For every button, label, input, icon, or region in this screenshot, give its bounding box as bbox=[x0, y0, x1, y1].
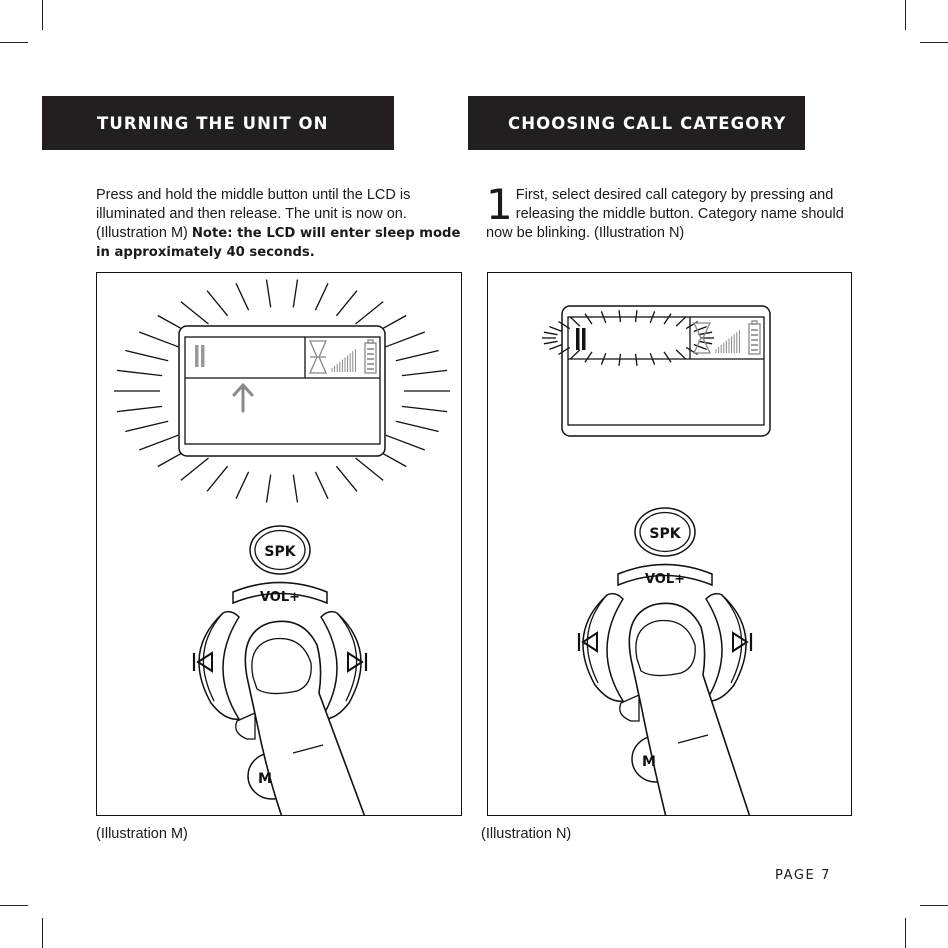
sleep-mode-note: Note: the LCD will enter sleep mode in approximately 40 seconds. bbox=[96, 226, 461, 260]
crop-mark-bottom-right-vertical bbox=[905, 918, 906, 948]
light-ray bbox=[117, 406, 162, 411]
fingernail bbox=[252, 639, 311, 694]
blink-ray bbox=[544, 332, 558, 335]
light-ray bbox=[356, 302, 384, 324]
blink-ray bbox=[549, 345, 562, 350]
light-ray bbox=[315, 472, 328, 499]
skip-back-button bbox=[583, 594, 623, 702]
speaker-button-label: SPK bbox=[264, 544, 296, 560]
section-heading-turning-on bbox=[42, 96, 394, 150]
crop-mark-top-right-vertical bbox=[905, 0, 906, 30]
crop-mark-bottom-left-vertical bbox=[42, 918, 43, 948]
light-ray bbox=[315, 283, 328, 310]
step-number: 1 bbox=[486, 180, 513, 229]
light-ray bbox=[402, 406, 447, 411]
light-ray bbox=[396, 421, 439, 431]
light-ray bbox=[236, 472, 249, 499]
light-ray bbox=[139, 332, 178, 347]
light-ray bbox=[181, 302, 209, 324]
volume-up-button-label: VOL+ bbox=[644, 572, 686, 587]
illustration-m-drawing bbox=[97, 273, 462, 816]
crop-mark-top-left-vertical bbox=[42, 0, 43, 30]
step-text: First, select desired call category by pressing and releasing the middle button. Category name should now be blinking. (Illustration N) bbox=[486, 187, 844, 241]
light-ray bbox=[125, 351, 168, 361]
light-ray bbox=[181, 458, 209, 480]
light-ray bbox=[386, 435, 425, 450]
light-ray bbox=[236, 283, 249, 310]
light-ray bbox=[293, 475, 297, 503]
illustration-m-caption: (Illustration M) bbox=[96, 826, 188, 842]
crop-mark-top-left-horizontal bbox=[0, 42, 28, 43]
light-ray bbox=[386, 332, 425, 347]
crop-mark-bottom-right-horizontal bbox=[920, 905, 948, 906]
category-indicator-icon bbox=[195, 345, 199, 367]
call-category-instructions bbox=[486, 180, 858, 243]
light-ray bbox=[139, 435, 178, 450]
section-heading-text: CHOOSING CALL CATEGORY bbox=[508, 113, 787, 133]
instruction-text: Press and hold the middle button until the LCD is illuminated and then release. The unit is now on. (Illustration M) bbox=[96, 187, 411, 241]
speaker-button-label: SPK bbox=[649, 526, 681, 542]
fingernail bbox=[636, 621, 695, 676]
crop-mark-bottom-left-horizontal bbox=[0, 905, 28, 906]
page-number: PAGE 7 bbox=[775, 868, 831, 883]
light-ray bbox=[267, 475, 271, 503]
menu-button-label: M bbox=[642, 754, 656, 770]
illustration-m bbox=[96, 272, 462, 816]
light-ray bbox=[125, 421, 168, 431]
blink-ray bbox=[544, 341, 558, 344]
crop-mark-top-right-horizontal bbox=[920, 42, 948, 43]
light-ray bbox=[402, 370, 447, 375]
turning-on-instructions bbox=[96, 186, 466, 262]
illustration-n-caption: (Illustration N) bbox=[481, 826, 572, 842]
light-ray bbox=[356, 458, 384, 480]
light-ray bbox=[117, 370, 162, 375]
volume-up-button-label: VOL+ bbox=[259, 590, 301, 605]
light-ray bbox=[336, 466, 357, 491]
light-ray bbox=[293, 280, 297, 308]
light-ray bbox=[396, 351, 439, 361]
light-ray bbox=[267, 280, 271, 308]
illustration-n bbox=[487, 272, 852, 816]
menu-button-label: M bbox=[258, 771, 272, 787]
lcd-screen bbox=[185, 337, 380, 444]
light-ray bbox=[336, 291, 357, 316]
blink-ray bbox=[549, 327, 562, 332]
illustration-n-drawing bbox=[488, 273, 852, 816]
light-ray bbox=[207, 466, 228, 491]
category-indicator-icon bbox=[576, 328, 580, 350]
lcd-screen bbox=[568, 317, 764, 425]
section-heading-text: TURNING THE UNIT ON bbox=[97, 113, 329, 133]
light-ray bbox=[207, 291, 228, 316]
section-heading-call-category bbox=[468, 96, 805, 150]
